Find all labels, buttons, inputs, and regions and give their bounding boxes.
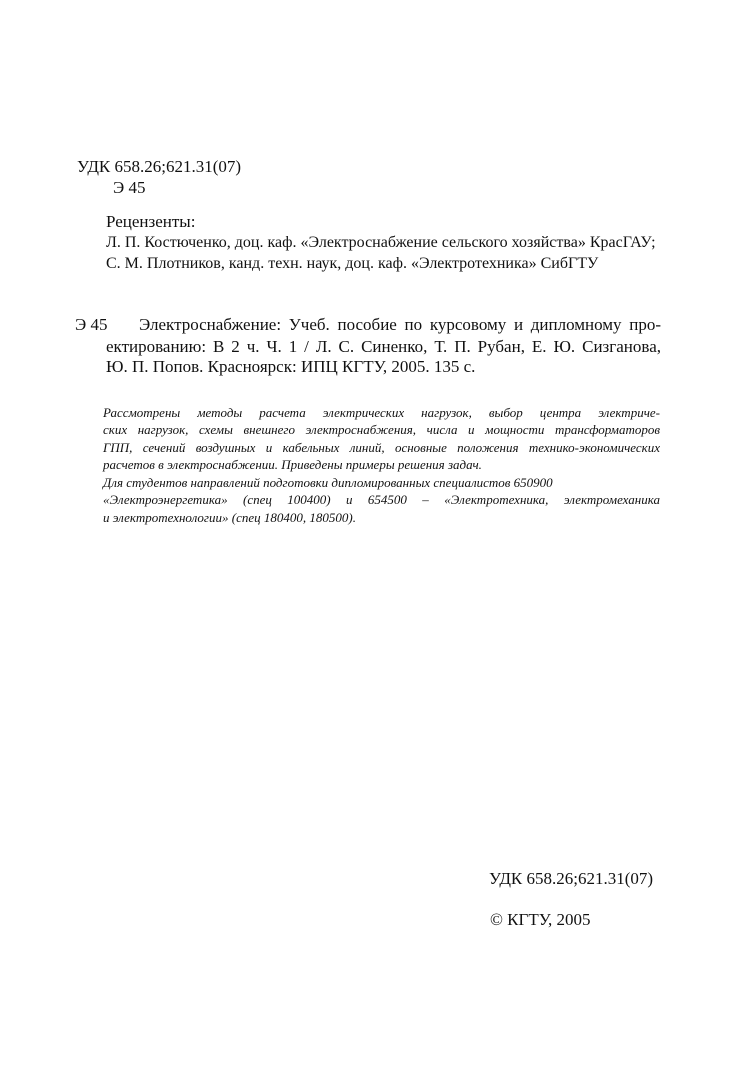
annotation-line-7: и электротехнологии» (спец 180400, 180500).	[103, 510, 356, 525]
reviewer-2: С. М. Плотников, канд. техн. наук, доц. каф. «Электротехника» СибГТУ	[106, 255, 599, 272]
annotation-line-4: расчетов в электроснабжении. Приведены примеры решения задач.	[103, 457, 482, 472]
bibliography-line-1: Электроснабжение: Учеб. пособие по курсовому и дипломному про-	[139, 315, 661, 334]
annotation-line-2: ских нагрузок, схемы внешнего электроснабжения, числа и мощности трансформаторов	[103, 422, 660, 437]
bibliography-line-2: ектированию: В 2 ч. Ч. 1 / Л. С. Синенко, Т. П. Рубан, Е. Ю. Сизганова,	[106, 337, 661, 356]
annotation-line-6: «Электроэнергетика» (спец 100400) и 654500 – «Электротехника, электромеханика	[103, 492, 660, 507]
annotation-line-5: Для студентов направлений подготовки дипломированных специалистов 650900	[103, 475, 553, 490]
udk-code: УДК 658.26;621.31(07)	[77, 157, 242, 176]
annotation-line-1: Рассмотрены методы расчета электрических нагрузок, выбор центра электриче-	[103, 405, 660, 420]
annotation-line-3: ГПП, сечений воздушных и кабельных линий, основные положения технико-экономических	[103, 440, 660, 455]
bibliography-line-3: Ю. П. Попов. Красноярск: ИПЦ КГТУ, 2005. 135 с.	[106, 357, 476, 376]
footer-udk-code: УДК 658.26;621.31(07)	[489, 869, 654, 888]
reviewer-1: Л. П. Костюченко, доц. каф. «Электроснабжение сельского хозяйства» КрасГАУ;	[106, 234, 656, 251]
reviewers-title: Рецензенты:	[106, 212, 196, 231]
bibliography-code: Э 45	[75, 315, 108, 334]
bbk-code: Э 45	[113, 178, 146, 197]
copyright: © КГТУ, 2005	[490, 910, 591, 929]
